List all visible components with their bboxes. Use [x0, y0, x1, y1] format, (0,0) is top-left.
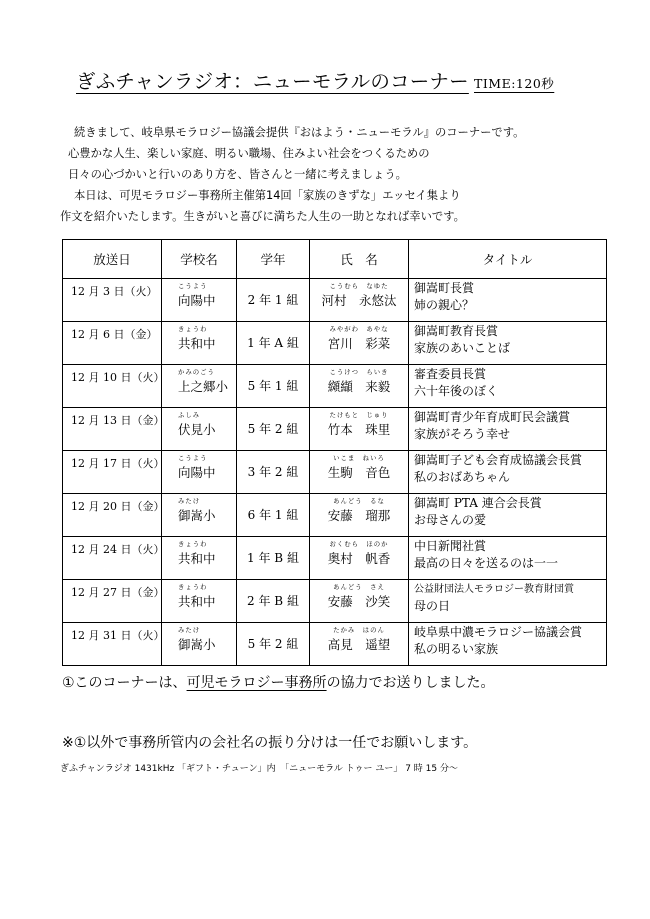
grade-cell — [237, 494, 310, 537]
school-cell — [162, 623, 237, 666]
intro-line: 日々の心づかいと行いのあり方を、皆さんと一緒に考えましょう。 — [68, 168, 407, 181]
table-row — [63, 279, 607, 322]
essay-title: 家族がそろう幸せ — [414, 427, 511, 441]
school-name: 共和中 — [178, 594, 216, 609]
essay-title: 家族のあいことば — [414, 341, 511, 355]
school-name: 共和中 — [178, 551, 216, 566]
name-ruby: おくむら ほのか — [329, 540, 389, 548]
essay-title: 母の日 — [414, 599, 451, 613]
intro-line: 心豊かな人生、楽しい家庭、明るい職場、住みよい社会をつくるための — [68, 147, 430, 160]
title-cell — [409, 494, 607, 537]
table-header-row — [63, 240, 607, 279]
essay-title: 姉の親心？ — [414, 298, 475, 312]
student-cell — [310, 279, 409, 322]
school-cell — [162, 451, 237, 494]
student-name: 奥村 帆香 — [327, 551, 391, 566]
school-ruby: こうよう — [178, 454, 208, 462]
grade: 5 年 1 組 — [247, 379, 299, 393]
title-cell — [409, 322, 607, 365]
intro-line: 作文を紹介いたします。生きがいと喜びに満ちた人生の一助となれば幸いです。 — [60, 210, 465, 223]
grade-cell — [237, 623, 310, 666]
name-ruby: いこま ねいろ — [333, 454, 385, 462]
title-cell — [409, 408, 607, 451]
school-cell — [162, 279, 237, 322]
school-cell — [162, 322, 237, 365]
grade: 5 年 2 組 — [247, 637, 299, 651]
student-name: 生駒 音色 — [327, 465, 391, 480]
title-cell — [409, 537, 607, 580]
table-row — [63, 623, 607, 666]
student-name: 河村 永悠汰 — [321, 293, 397, 308]
table-row — [63, 494, 607, 537]
title-cell — [409, 451, 607, 494]
table-row — [63, 580, 607, 623]
essay-title: 私の明るい家族 — [414, 642, 499, 656]
school-name: 向陽中 — [178, 293, 216, 308]
title-cell — [409, 580, 607, 623]
school-ruby: みたけ — [178, 626, 201, 634]
broadcast-info-footer: ぎふチャンラジオ 1431kHz 「ギフト・チューン」内 「ニューモラル トゥー ユー」 7 時 15 分～ — [60, 764, 458, 774]
award-name: 公益財団法人モラロジー教育財団賞 — [414, 584, 574, 595]
column-header-grade: 学年 — [237, 240, 310, 279]
school-cell — [162, 365, 237, 408]
student-cell — [310, 451, 409, 494]
student-cell — [310, 408, 409, 451]
award-name: 中日新聞社賞 — [414, 539, 487, 553]
time-label: TIME:120秒 — [474, 76, 555, 91]
grade-cell — [237, 537, 310, 580]
school-name: 共和中 — [178, 336, 216, 351]
name-ruby: みやがわ あやな — [329, 325, 389, 333]
title-cell — [409, 365, 607, 408]
broadcast-date: 12 月 10 日（火） — [63, 365, 162, 408]
grade: 3 年 2 組 — [247, 465, 299, 479]
header — [76, 66, 596, 100]
table-body — [63, 279, 607, 666]
grade: 6 年 1 組 — [247, 508, 299, 522]
school-cell — [162, 494, 237, 537]
office-name: 可児モラロジー事務所 — [186, 675, 327, 691]
school-name: 御嵩小 — [178, 637, 216, 652]
grade-cell — [237, 322, 310, 365]
table-row — [63, 408, 607, 451]
school-name: 向陽中 — [178, 465, 216, 480]
grade-cell — [237, 279, 310, 322]
grade: 1 年 B 組 — [247, 551, 299, 565]
broadcast-date: 12 月 27 日（金） — [63, 580, 162, 623]
intro-line: 本日は、可児モラロジー事務所主催第14回「家族のきずな」エッセイ集より — [74, 189, 461, 202]
grade: 1 年 A 組 — [247, 336, 299, 350]
school-ruby: かみのごう — [178, 368, 215, 376]
table-row — [63, 451, 607, 494]
school-cell — [162, 580, 237, 623]
table-row — [63, 365, 607, 408]
broadcast-schedule-table — [62, 239, 607, 666]
note-prefix: ①このコーナーは、 — [62, 675, 187, 691]
name-ruby: あんどう さえ — [333, 583, 385, 591]
broadcast-date: 12 月 17 日（火） — [63, 451, 162, 494]
broadcast-date: 12 月 13 日（金） — [63, 408, 162, 451]
page-title: ぎふチャンラジオ：ニューモラルのコーナー — [76, 70, 469, 93]
grade-cell — [237, 365, 310, 408]
school-ruby: きょうわ — [178, 325, 208, 333]
name-ruby: たかみ はのん — [333, 626, 385, 634]
school-ruby: きょうわ — [178, 540, 208, 548]
award-name: 御嵩町子ども会育成協議会長賞 — [414, 453, 583, 467]
broadcast-date: 12 月 24 日（火） — [63, 537, 162, 580]
intro-paragraph — [60, 122, 620, 227]
column-header-date: 放送日 — [63, 240, 162, 279]
school-cell — [162, 537, 237, 580]
award-name: 御嵩町長賞 — [414, 281, 475, 295]
grade: 5 年 2 組 — [247, 422, 299, 436]
award-name: 御嵩町 PTA 連合会長賞 — [414, 496, 542, 510]
grade: 2 年 B 組 — [247, 594, 299, 608]
student-name: 安藤 瑠那 — [327, 508, 391, 523]
school-ruby: きょうわ — [178, 583, 208, 591]
name-ruby: こうけつ らいき — [329, 368, 389, 376]
award-name: 御嵩町教育長賞 — [414, 324, 499, 338]
award-name: 審査委員長賞 — [414, 367, 487, 381]
school-ruby: ふしみ — [178, 411, 201, 419]
essay-title: 最高の日々を送るのは一一 — [414, 556, 559, 570]
student-cell — [310, 365, 409, 408]
essay-title: 私のおばあちゃん — [414, 470, 511, 484]
grade: 2 年 1 組 — [247, 293, 299, 307]
student-cell — [310, 494, 409, 537]
column-header-school: 学校名 — [162, 240, 237, 279]
grade-cell — [237, 408, 310, 451]
award-name: 御嵩町青少年育成町民会議賞 — [414, 410, 571, 424]
essay-title: お母さんの愛 — [414, 513, 487, 527]
column-header-name: 氏 名 — [310, 240, 409, 279]
award-name: 岐阜県中濃モラロジー協議会賞 — [414, 625, 583, 639]
student-cell — [310, 322, 409, 365]
student-name: 宮川 彩菜 — [327, 336, 391, 351]
assignment-note: ※①以外で事務所管内の会社名の振り分けは一任でお願いします。 — [62, 735, 478, 751]
essay-title: 六十年後のぼく — [414, 384, 499, 398]
school-ruby: みたけ — [178, 497, 201, 505]
student-cell — [310, 623, 409, 666]
name-ruby: たけもと じゅり — [329, 411, 389, 419]
student-name: 竹本 珠里 — [327, 422, 391, 437]
title-cell — [409, 623, 607, 666]
student-name: 纐纈 来毅 — [327, 379, 391, 394]
broadcast-date: 12 月 6 日（金） — [63, 322, 162, 365]
name-ruby: こうむら なゆた — [329, 282, 389, 290]
school-ruby: こうよう — [178, 282, 208, 290]
grade-cell — [237, 451, 310, 494]
student-cell — [310, 580, 409, 623]
school-name: 御嵩小 — [178, 508, 216, 523]
column-header-title: タイトル — [409, 240, 607, 279]
table-row — [63, 322, 607, 365]
intro-line: 続きまして、岐阜県モラロジー協議会提供『おはよう・ニューモラル』のコーナーです。 — [74, 126, 525, 139]
name-ruby: あんどう るな — [333, 497, 385, 505]
title-cell — [409, 279, 607, 322]
school-name: 上之郷小 — [178, 379, 229, 394]
student-name: 安藤 沙笑 — [327, 594, 391, 609]
note-suffix: の協力でお送りしました。 — [326, 675, 495, 691]
grade-cell — [237, 580, 310, 623]
broadcast-date: 12 月 31 日（火） — [63, 623, 162, 666]
student-name: 高見 遥望 — [327, 637, 391, 652]
table-row — [63, 537, 607, 580]
broadcast-date: 12 月 3 日（火） — [63, 279, 162, 322]
broadcast-date: 12 月 20 日（金） — [63, 494, 162, 537]
school-name: 伏見小 — [178, 422, 216, 437]
school-cell — [162, 408, 237, 451]
cooperation-note — [62, 672, 495, 692]
student-cell — [310, 537, 409, 580]
